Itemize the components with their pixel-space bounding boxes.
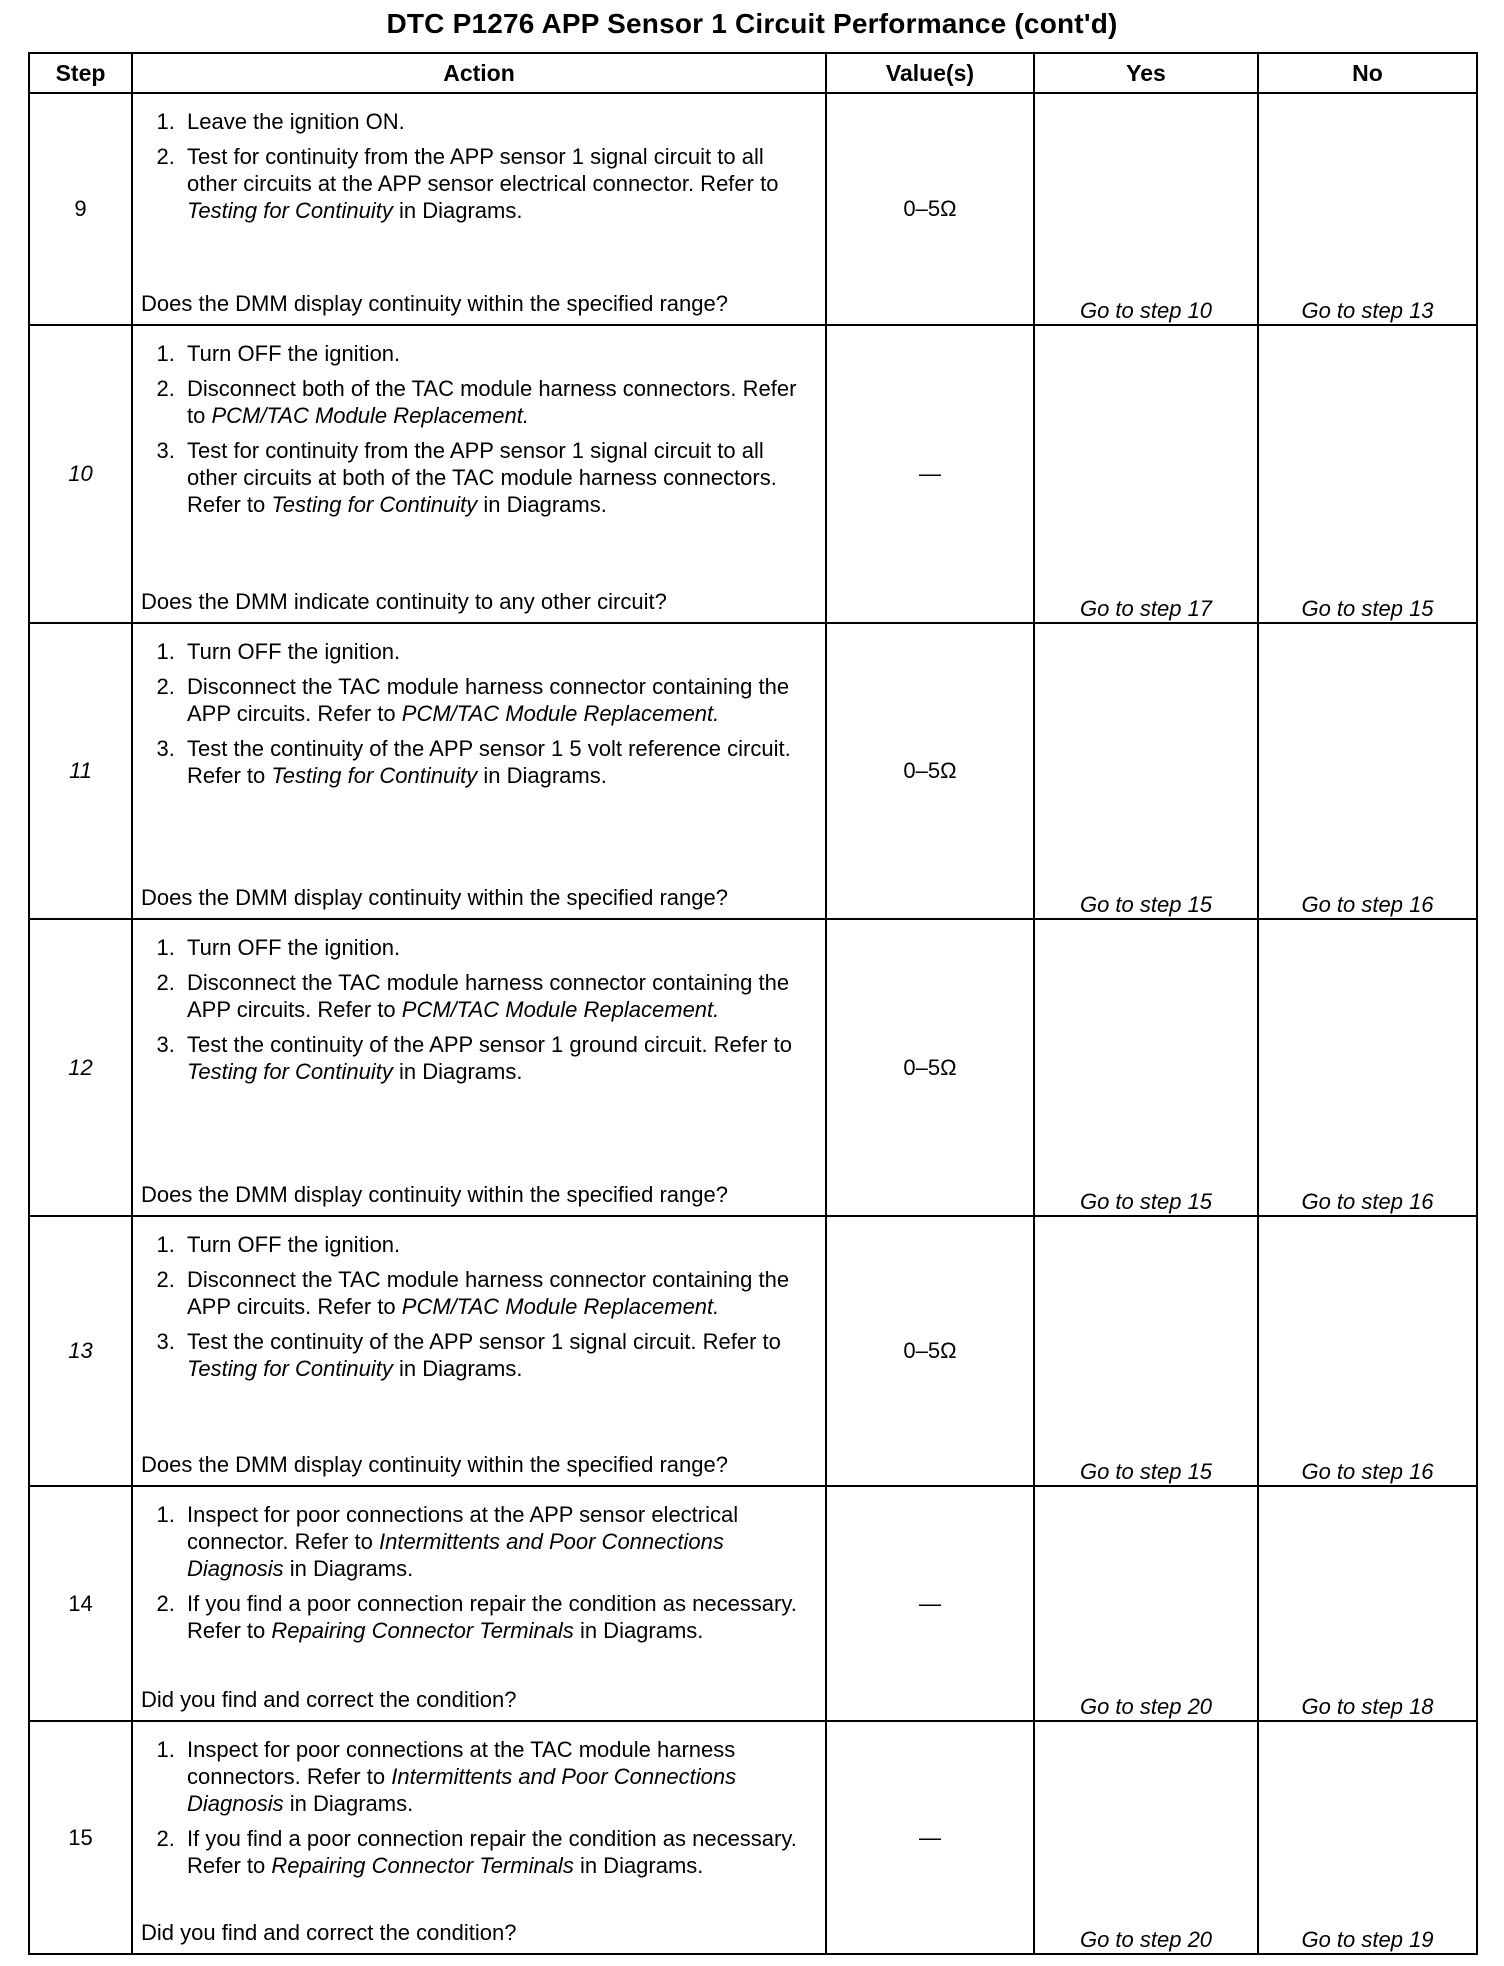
no-goto-cell: Go to step 18	[1258, 1486, 1477, 1721]
instruction-text: in Diagrams.	[392, 198, 523, 223]
action-steps-list	[141, 108, 817, 232]
instruction-text: Test the continuity of the APP sensor 1 signal circuit. Refer to	[187, 1329, 781, 1354]
yes-goto-cell: Go to step 15	[1034, 1216, 1258, 1486]
reference-text: Repairing Connector Terminals	[271, 1618, 574, 1643]
no-goto-cell: Go to step 15	[1258, 325, 1477, 623]
yes-goto-cell: Go to step 15	[1034, 919, 1258, 1216]
action-cell	[132, 325, 826, 623]
yes-goto-cell: Go to step 20	[1034, 1721, 1258, 1954]
question-text: Did you find and correct the condition?	[141, 1687, 517, 1712]
action-step	[181, 340, 817, 367]
question-text: Does the DMM display continuity within the specified range?	[141, 291, 728, 316]
action-step	[181, 1825, 817, 1879]
table-header	[29, 53, 1477, 93]
instruction-text: in Diagrams.	[392, 1059, 523, 1084]
action-step	[181, 1328, 817, 1382]
instruction-text: Turn OFF the ignition.	[187, 935, 401, 960]
value-cell: —	[826, 1486, 1034, 1721]
action-steps-list	[141, 638, 817, 797]
reference-text: PCM/TAC Module Replacement.	[401, 1294, 720, 1319]
instruction-text: Test for continuity from the APP sensor 1 signal circuit to all other circuits at both of the TAC module harness connectors. Refer to	[187, 438, 777, 517]
action-step	[181, 1266, 817, 1320]
action-cell	[132, 919, 826, 1216]
reference-text: PCM/TAC Module Replacement.	[401, 997, 720, 1022]
step-number: 14	[29, 1486, 132, 1721]
step-number: 15	[29, 1721, 132, 1954]
instruction-text: Test for continuity from the APP sensor 1 signal circuit to all other circuits at the APP sensor electrical connector. Refer to	[187, 144, 779, 196]
no-goto-cell: Go to step 16	[1258, 623, 1477, 919]
header-yes: Yes	[1034, 53, 1258, 93]
action-step	[181, 735, 817, 789]
table-row	[29, 919, 1477, 1216]
action-steps-list	[141, 1501, 817, 1652]
step-number: 12	[29, 919, 132, 1216]
step-number: 13	[29, 1216, 132, 1486]
value-cell: 0–5Ω	[826, 623, 1034, 919]
reference-text: PCM/TAC Module Replacement.	[211, 403, 529, 428]
action-cell	[132, 1216, 826, 1486]
reference-text: Testing for Continuity	[187, 198, 393, 223]
instruction-text: Test the continuity of the APP sensor 1 5 volt reference circuit. Refer to	[187, 736, 791, 788]
action-step	[181, 969, 817, 1023]
question-text: Does the DMM display continuity within the specified range?	[141, 1182, 728, 1207]
instruction-text: Disconnect the TAC module harness connector containing the APP circuits. Refer to	[187, 970, 790, 1022]
action-steps-list	[141, 1231, 817, 1390]
instruction-text: Disconnect both of the TAC module harness connectors. Refer to	[187, 376, 797, 428]
action-cell	[132, 1486, 826, 1721]
instruction-text: Leave the ignition ON.	[187, 109, 405, 134]
header-values: Value(s)	[826, 53, 1034, 93]
action-cell	[132, 623, 826, 919]
instruction-text: Disconnect the TAC module harness connector containing the APP circuits. Refer to	[187, 1267, 790, 1319]
action-step	[181, 1736, 817, 1817]
instruction-text: If you find a poor connection repair the condition as necessary. Refer to	[187, 1826, 797, 1878]
instruction-text: in Diagrams.	[573, 1853, 704, 1878]
value-cell: 0–5Ω	[826, 1216, 1034, 1486]
instruction-text: Turn OFF the ignition.	[187, 341, 401, 366]
no-goto-cell: Go to step 16	[1258, 919, 1477, 1216]
table-row	[29, 325, 1477, 623]
action-step	[181, 934, 817, 961]
action-step	[181, 108, 817, 135]
instruction-text: in Diagrams.	[392, 1356, 523, 1381]
reference-text: Intermittents and Poor Connections Diagnosis	[187, 1764, 737, 1816]
table-body	[29, 93, 1477, 1954]
instruction-text: Turn OFF the ignition.	[187, 639, 401, 664]
question-text: Does the DMM display continuity within the specified range?	[141, 1452, 728, 1477]
action-step	[181, 673, 817, 727]
value-cell: —	[826, 1721, 1034, 1954]
yes-goto-cell: Go to step 20	[1034, 1486, 1258, 1721]
instruction-text: Disconnect the TAC module harness connector containing the APP circuits. Refer to	[187, 674, 790, 726]
action-step	[181, 1590, 817, 1644]
no-goto-cell: Go to step 16	[1258, 1216, 1477, 1486]
instruction-text: If you find a poor connection repair the condition as necessary. Refer to	[187, 1591, 797, 1643]
instruction-text: Inspect for poor connections at the APP sensor electrical connector. Refer to	[187, 1502, 739, 1554]
header-no: No	[1258, 53, 1477, 93]
reference-text: Testing for Continuity	[187, 1059, 393, 1084]
question-text: Does the DMM display continuity within the specified range?	[141, 885, 728, 910]
page-title: DTC P1276 APP Sensor 1 Circuit Performance (cont'd)	[386, 8, 1118, 39]
action-cell	[132, 1721, 826, 1954]
instruction-text: in Diagrams.	[283, 1791, 414, 1816]
reference-text: Testing for Continuity	[271, 492, 478, 517]
yes-goto-cell: Go to step 15	[1034, 623, 1258, 919]
action-step	[181, 638, 817, 665]
value-cell: 0–5Ω	[826, 93, 1034, 325]
value-cell: 0–5Ω	[826, 919, 1034, 1216]
step-number: 9	[29, 93, 132, 325]
table-row	[29, 1721, 1477, 1954]
question-text: Does the DMM indicate continuity to any other circuit?	[141, 589, 667, 614]
reference-text: Intermittents and Poor Connections Diagnosis	[187, 1529, 724, 1581]
table-row	[29, 93, 1477, 325]
action-steps-list	[141, 1736, 817, 1887]
instruction-text: Turn OFF the ignition.	[187, 1232, 401, 1257]
instruction-text: in Diagrams.	[477, 492, 607, 517]
reference-text: Testing for Continuity	[271, 763, 478, 788]
instruction-text: Inspect for poor connections at the TAC module harness connectors. Refer to	[187, 1737, 736, 1789]
header-action: Action	[132, 53, 826, 93]
no-goto-cell: Go to step 19	[1258, 1721, 1477, 1954]
diagnostic-table	[28, 52, 1478, 1955]
table-row	[29, 1486, 1477, 1721]
header-step: Step	[29, 53, 132, 93]
instruction-text: in Diagrams.	[573, 1618, 704, 1643]
reference-text: Repairing Connector Terminals	[271, 1853, 574, 1878]
step-number: 11	[29, 623, 132, 919]
step-number: 10	[29, 325, 132, 623]
reference-text: Testing for Continuity	[187, 1356, 393, 1381]
table-row	[29, 623, 1477, 919]
action-step	[181, 1501, 817, 1582]
table-row	[29, 1216, 1477, 1486]
action-steps-list	[141, 934, 817, 1093]
instruction-text: in Diagrams.	[477, 763, 607, 788]
action-step	[181, 375, 817, 429]
instruction-text: Test the continuity of the APP sensor 1 ground circuit. Refer to	[187, 1032, 792, 1057]
value-cell: —	[826, 325, 1034, 623]
action-step	[181, 437, 817, 518]
action-step	[181, 143, 817, 224]
action-step	[181, 1031, 817, 1085]
reference-text: PCM/TAC Module Replacement.	[401, 701, 720, 726]
instruction-text: in Diagrams.	[283, 1556, 414, 1581]
yes-goto-cell: Go to step 17	[1034, 325, 1258, 623]
action-steps-list	[141, 340, 817, 526]
no-goto-cell: Go to step 13	[1258, 93, 1477, 325]
question-text: Did you find and correct the condition?	[141, 1920, 517, 1945]
action-step	[181, 1231, 817, 1258]
action-cell	[132, 93, 826, 325]
yes-goto-cell: Go to step 10	[1034, 93, 1258, 325]
